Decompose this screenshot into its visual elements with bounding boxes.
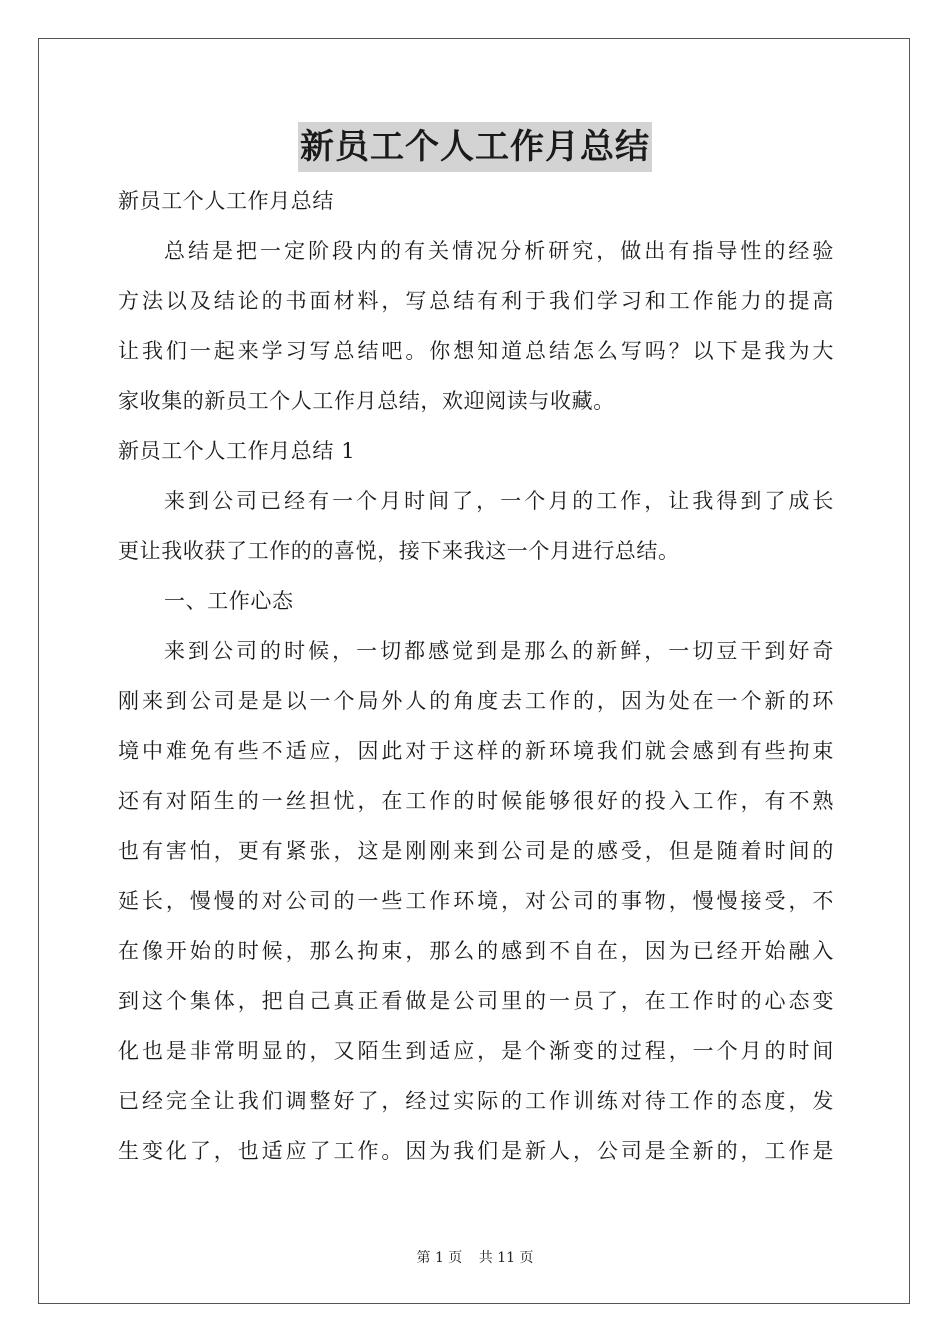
text-line: 在像开始的时候，那么拘束，那么的感到不自在，因为已经开始融入 — [118, 939, 834, 963]
text-line: 已经完全让我们调整好了，经过实际的工作训练对待工作的态度，发 — [118, 1089, 834, 1113]
text-line: 到这个集体，把自己真正看做是公司里的一员了，在工作时的心态变 — [118, 989, 834, 1013]
text-line: 让我们一起来学习写总结吧。你想知道总结怎么写吗？以下是我为大 — [118, 339, 834, 363]
text-line: 延长，慢慢的对公司的一些工作环境，对公司的事物，慢慢接受，不 — [118, 889, 834, 913]
text-line: 一、工作心态 — [164, 589, 294, 613]
text-line: 家收集的新员工个人工作月总结，欢迎阅读与收藏。 — [118, 389, 615, 413]
text-line: 方法以及结论的书面材料，写总结有利于我们学习和工作能力的提高 — [118, 289, 834, 313]
page-footer — [0, 1247, 950, 1267]
page-total: 共 11 页 — [478, 1250, 534, 1266]
text-line: 新员工个人工作月总结 — [118, 189, 334, 213]
title-container — [0, 122, 950, 172]
document-body — [118, 176, 834, 1176]
document-title: 新员工个人工作月总结 — [298, 122, 652, 172]
text-line: 来到公司的时候，一切都感觉到是那么的新鲜，一切豆干到好奇 — [164, 639, 834, 663]
text-line: 更让我收获了工作的的喜悦，接下来我这一个月进行总结。 — [118, 539, 680, 563]
page-number: 第 1 页 — [416, 1250, 463, 1266]
text-line: 生变化了，也适应了工作。因为我们是新人，公司是全新的，工作是 — [118, 1139, 834, 1163]
text-line: 境中难免有些不适应，因此对于这样的新环境我们就会感到有些拘束 — [118, 739, 834, 763]
text-line: 化也是非常明显的，又陌生到适应，是个渐变的过程，一个月的时间 — [118, 1039, 834, 1063]
text-line: 新员工个人工作月总结 1 — [118, 439, 356, 463]
text-line: 还有对陌生的一丝担忧，在工作的时候能够很好的投入工作，有不熟 — [118, 789, 834, 813]
text-line: 来到公司已经有一个月时间了，一个月的工作，让我得到了成长 — [164, 489, 834, 513]
text-line: 刚来到公司是是以一个局外人的角度去工作的，因为处在一个新的环 — [118, 689, 834, 713]
text-line: 也有害怕，更有紧张，这是刚刚来到公司是的感受，但是随着时间的 — [118, 839, 834, 863]
text-line: 总结是把一定阶段内的有关情况分析研究，做出有指导性的经验 — [164, 239, 834, 263]
